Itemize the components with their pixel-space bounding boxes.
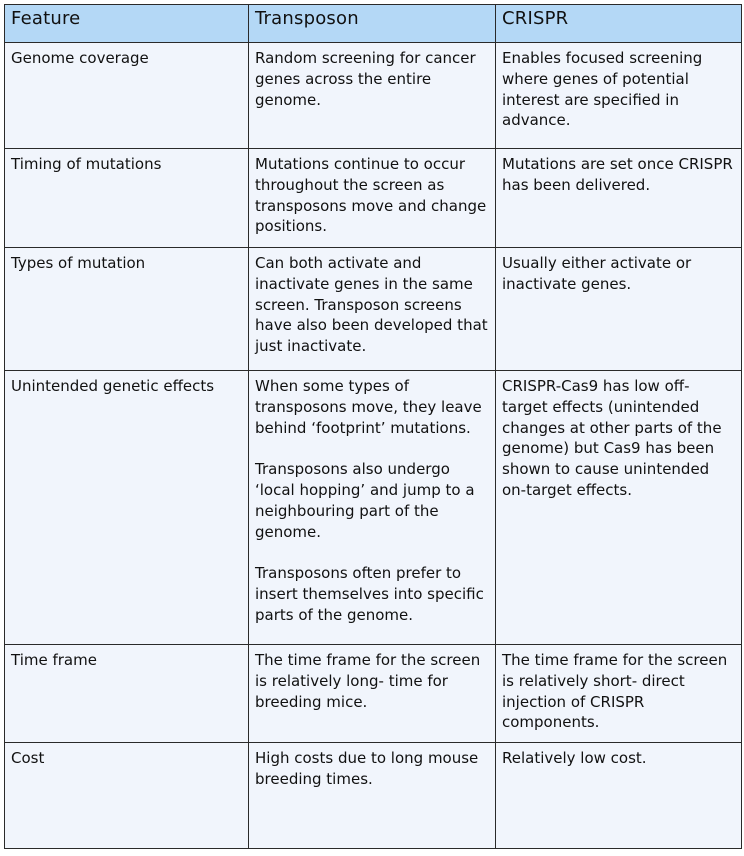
crispr-cell [496,43,742,149]
feature-cell: Cost [5,743,249,849]
cell-text: Usually either activate or inactivate genes. [502,254,692,293]
transposon-cell [249,645,496,743]
cell-text: Random screening for cancer genes across the entire genome. [255,49,476,109]
table-row [5,149,742,248]
cell-text: CRISPR-Cas9 has low off-target effects (unintended changes at other parts of the genome) but Cas9 has been shown to cause unintended on-target effects. [502,377,722,499]
crispr-cell [496,743,742,849]
cell-text: Can both activate and inactivate genes in the same screen. Transposon screens have also been developed that just inactivate. [255,254,488,356]
cell-text: The time frame for the screen is relatively long- time for breeding mice. [255,651,481,711]
feature-cell: Genome coverage [5,43,249,149]
cell-text: Transposons often prefer to insert themselves into specific parts of the genome. [255,564,484,624]
cell-text: Transposons also undergo ‘local hopping’ and jump to a neighbouring part of the genome. [255,460,475,541]
crispr-cell [496,371,742,645]
cell-text: The time frame for the screen is relatively short- direct injection of CRISPR components. [502,651,728,732]
transposon-cell [249,149,496,248]
transposon-cell [249,743,496,849]
table-row [5,43,742,149]
table-row [5,743,742,849]
transposon-cell [249,371,496,645]
feature-cell: Unintended genetic effects [5,371,249,645]
header-row [5,5,742,43]
table-row [5,645,742,743]
table-row [5,371,742,645]
cell-text: High costs due to long mouse breeding times. [255,749,479,788]
transposon-cell [249,43,496,149]
crispr-cell [496,149,742,248]
cell-text: When some types of transposons move, they leave behind ‘footprint’ mutations. [255,377,482,437]
feature-cell: Time frame [5,645,249,743]
feature-cell: Timing of mutations [5,149,249,248]
cell-text: Mutations are set once CRISPR has been delivered. [502,155,733,194]
cell-text: Mutations continue to occur throughout the screen as transposons move and change positions. [255,155,487,236]
comparison-table [4,4,742,849]
crispr-cell [496,645,742,743]
header-feature: Feature [5,5,249,43]
table-row [5,248,742,371]
header-transposon: Transposon [249,5,496,43]
cell-text: Relatively low cost. [502,749,647,767]
transposon-cell [249,248,496,371]
feature-cell: Types of mutation [5,248,249,371]
cell-text: Enables focused screening where genes of potential interest are specified in advance. [502,49,703,130]
crispr-cell [496,248,742,371]
header-crispr: CRISPR [496,5,742,43]
